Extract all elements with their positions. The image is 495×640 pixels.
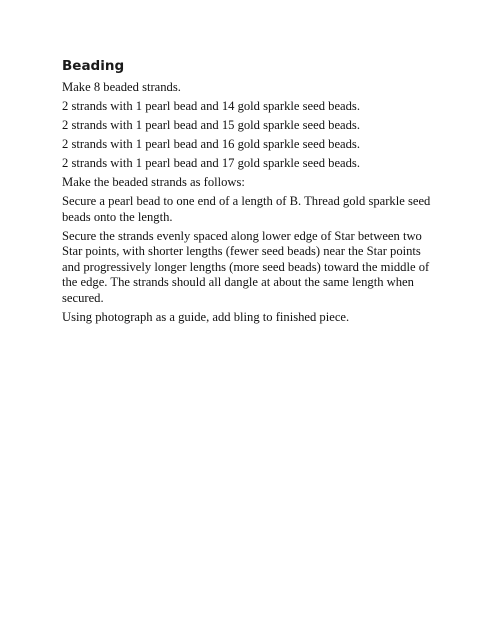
paragraph: Secure a pearl bead to one end of a length of B. Thread gold sparkle seed beads onto the length.	[62, 194, 431, 224]
paragraph: 2 strands with 1 pearl bead and 17 gold sparkle seed beads.	[62, 156, 360, 170]
paragraph: 2 strands with 1 pearl bead and 16 gold sparkle seed beads.	[62, 137, 360, 151]
paragraph: Secure the strands evenly spaced along lower edge of Star between two Star points, with shorter lengths (fewer seed beads) near the Star points and progressively longer lengths (more seed beads) toward the middle of the edge. The strands should all dangle at about the same length when secured.	[62, 228, 430, 305]
paragraph: Make 8 beaded strands.	[62, 80, 181, 94]
paragraph: 2 strands with 1 pearl bead and 14 gold sparkle seed beads.	[62, 99, 360, 113]
paragraph: 2 strands with 1 pearl bead and 15 gold sparkle seed beads.	[62, 118, 360, 132]
section-heading: Beading	[62, 58, 125, 74]
paragraph: Make the beaded strands as follows:	[62, 175, 245, 189]
document-content	[62, 58, 440, 329]
paragraph: Using photograph as a guide, add bling to finished piece.	[62, 309, 350, 324]
